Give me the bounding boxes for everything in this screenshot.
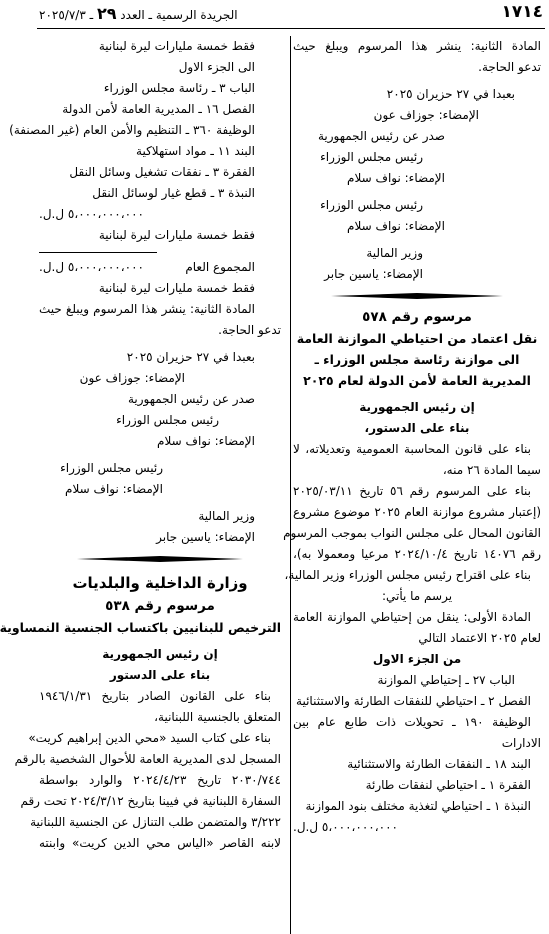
- recital: بناء على كتاب السيد «محي الدين إبراهيم كريت»: [28, 731, 271, 745]
- budget-function: الادارات: [501, 736, 541, 750]
- recital: المسجل لدى المديرية العامة للأحوال الشخصية بالرقم: [14, 752, 281, 766]
- budget-function: الوظيفة ٣٦٠ ـ التنظيم والأمن العام (غير المصنفة): [9, 123, 255, 137]
- amount-in-words: فقط خمسة مليارات ليرة لبنانية: [98, 281, 255, 295]
- recital: ٢٠٣٠/٧٤٤ تاريخ ٢٠٢٤/٤/٢٣ والوارد بواسطة: [39, 773, 281, 787]
- amount: ٥،٠٠٠،٠٠٠،٠٠٠ ل.ل.: [293, 820, 398, 834]
- right-column: [283, 36, 542, 838]
- recital: (إعتبار مشروع موازنة العام ٢٠٢٥ موضوع مشروع: [293, 505, 542, 519]
- budget-chapter: الباب ٢٧ ـ إحتياطي الموازنة: [377, 673, 515, 687]
- constitution-heading: بناء على الدستور،: [364, 421, 470, 435]
- amount: ٥،٠٠٠،٠٠٠،٠٠٠ ل.ل.: [39, 207, 144, 221]
- issued-by: صدر عن رئيس الجمهورية: [317, 129, 445, 143]
- grand-total-amount: ٥،٠٠٠،٠٠٠،٠٠٠ ل.ل.: [39, 260, 144, 274]
- decree-title: المديرية العامة لأمن الدولة لعام ٢٠٢٥: [303, 373, 531, 388]
- recital: بناء على القانون الصادر بتاريخ ١٩٤٦/١/٣١: [39, 689, 271, 703]
- journal-name: الجريدة الرسمية ـ العدد: [120, 8, 238, 22]
- decree-number: مرسوم رقم ٥٣٨: [105, 598, 215, 614]
- signature: الإمضاء: جوزاف عون: [79, 371, 185, 385]
- budget-section: الفصل ١٦ ـ المديرية العامة لأمن الدولة: [62, 102, 255, 116]
- budget-subparagraph: النبذة ١ ـ احتياطي لتغذية مختلف بنود الموازنة: [305, 799, 531, 813]
- recital: بناء على اقتراح رئيس مجلس الوزراء وزير المالية،: [284, 568, 531, 582]
- decrees-line: يرسم ما يأتي:: [381, 589, 453, 603]
- recital: بناء على المرسوم رقم ٥٦ تاريخ ٢٠٢٥/٠٣/١١: [293, 484, 531, 498]
- section-ornament: [293, 291, 541, 301]
- recital: لابنه القاصر «الياس محي الدين كريت» وابنته: [39, 836, 281, 850]
- budget-item: البند ١٨ ـ النفقات الطارئة والاستثنائية: [347, 757, 531, 771]
- constitution-heading: بناء على الدستور: [109, 668, 211, 682]
- article-two-line: المادة الثانية: ينشر هذا المرسوم ويبلغ حيث: [39, 302, 255, 316]
- amount-in-words: فقط خمسة مليارات ليرة لبنانية: [98, 39, 255, 53]
- budget-paragraph: الفقرة ٣ ـ نفقات تشغيل وسائل النقل: [69, 165, 255, 179]
- issued-by: صدر عن رئيس الجمهورية: [127, 392, 255, 406]
- page-number: ١٧١٤: [501, 2, 543, 22]
- signature: الإمضاء: جوزاف عون: [373, 108, 479, 122]
- pm-title: رئيس مجلس الوزراء: [320, 150, 423, 164]
- pm-title: رئيس مجلس الوزراء: [60, 461, 163, 475]
- place-date: بعبدا في ٢٧ حزيران ٢٠٢٥: [386, 87, 515, 101]
- recital: رقم ١٤٠٧٦ تاريخ ٢٠٢٤/١٠/٤ مرعيا ومعمولا به)،: [293, 547, 542, 561]
- pm-title: رئيس مجلس الوزراء: [116, 413, 219, 427]
- recital: المتعلق بالجنسية اللبنانية،: [154, 710, 281, 724]
- page-header: [33, 0, 549, 24]
- decree-title: الى موازنة رئاسة مجلس الوزراء ـ: [314, 352, 520, 367]
- pm-signature: الإمضاء: نواف سلام: [65, 482, 163, 496]
- grand-total-label: المجموع العام: [185, 260, 255, 274]
- column-divider: [290, 36, 291, 934]
- issue-number: ٢٩: [96, 4, 117, 23]
- recital: سيما المادة ٢٦ منه،: [442, 463, 541, 477]
- pm-signature: الإمضاء: نواف سلام: [157, 434, 255, 448]
- from-part: من الجزء الاول: [372, 652, 462, 666]
- ministry-heading: وزارة الداخلية والبلديات: [72, 574, 248, 592]
- article-one: المادة الأولى: ينقل من إحتياطي الموازنة العامة: [293, 610, 531, 624]
- header-rule: [37, 28, 545, 29]
- issue-date: ـ ٢٠٢٥/٧/٣: [39, 8, 94, 22]
- left-column: [0, 36, 281, 854]
- recital: السفارة اللبنانية في فيينا بتاريخ ٢٠٢٤/٣/١٢ تحت رقم: [20, 794, 281, 808]
- grand-total-row: [39, 257, 281, 278]
- decree-title: نقل اعتماد من احتياطي الموازنة العامة: [296, 331, 538, 346]
- total-rule: [39, 252, 157, 253]
- section-ornament: [39, 554, 281, 564]
- finance-minister-title: وزير المالية: [198, 509, 255, 523]
- journal-masthead: [39, 4, 238, 23]
- article-one: لعام ٢٠٢٥ الاعتماد التالي: [418, 631, 541, 645]
- to-part: الى الجزء الاول: [178, 60, 255, 74]
- budget-subparagraph: النبذة ٣ ـ قطع غيار لوسائل النقل: [92, 186, 255, 200]
- recital: بناء على قانون المحاسبة العمومية وتعديلاته، لا: [293, 442, 531, 456]
- pm-signature: الإمضاء: نواف سلام: [347, 219, 445, 233]
- place-date: بعبدا في ٢٧ حزيران ٢٠٢٥: [126, 350, 255, 364]
- budget-item: البند ١١ ـ مواد استهلاكية: [136, 144, 255, 158]
- pm-title: رئيس مجلس الوزراء: [320, 198, 423, 212]
- pm-signature: الإمضاء: نواف سلام: [347, 171, 445, 185]
- decree-number: مرسوم رقم ٥٧٨: [362, 309, 472, 325]
- article-two-line: تدعو الحاجة.: [218, 323, 281, 337]
- finance-minister-signature: الإمضاء: ياسين جابر: [156, 530, 255, 544]
- recital: ٣/٢٢٢ والمتضمن طلب التنازل عن الجنسية اللبنانية: [30, 815, 281, 829]
- finance-minister-title: وزير المالية: [366, 246, 423, 260]
- article-two-line: تدعو الحاجة.: [478, 60, 541, 74]
- amount-in-words: فقط خمسة مليارات ليرة لبنانية: [98, 228, 255, 242]
- president-heading: إن رئيس الجمهورية: [102, 647, 218, 661]
- finance-minister-signature: الإمضاء: ياسين جابر: [324, 267, 423, 281]
- decree-title: الترخيص للبنانيين باكتساب الجنسية النمساوية: [0, 620, 281, 635]
- budget-section: الفصل ٢ ـ احتياطي للنفقات الطارئة والاستثنائية: [296, 694, 531, 708]
- budget-function: الوظيفة ١٩٠ ـ تحويلات ذات طابع عام بين: [293, 715, 532, 729]
- president-heading: إن رئيس الجمهورية: [359, 400, 475, 414]
- budget-paragraph: الفقرة ١ ـ احتياطي لنفقات طارئة: [365, 778, 531, 792]
- budget-chapter: الباب ٣ ـ رئاسة مجلس الوزراء: [103, 81, 255, 95]
- article-two-line: المادة الثانية: ينشر هذا المرسوم ويبلغ حيث: [293, 39, 541, 53]
- recital: القانون المحال على مجلس النواب بموجب المرسوم: [283, 526, 541, 540]
